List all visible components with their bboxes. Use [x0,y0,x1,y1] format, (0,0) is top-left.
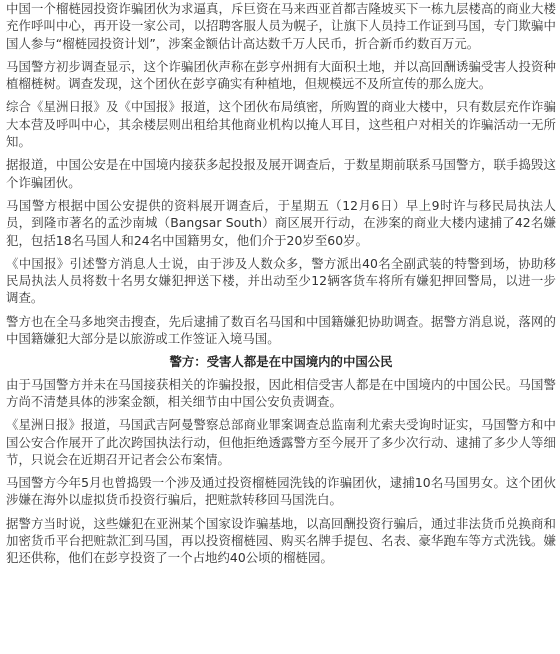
article-paragraph-2: 马国警方初步调查显示，这个诈骗团伙声称在彭亨州拥有大面积土地，并以高回酬诱骗受害人投资种植榴梿树。调查发现，这个团伙在彭亨确实有种植地，但规模远不及所宣传的那么庞大。 [6,58,556,92]
article-paragraph-3: 综合《星洲日报》及《中国报》报道，这个团伙布局缜密，所购置的商业大楼中，只有数层充作诈骗大本营及呼叫中心，其余楼层则出租给其他商业机构以掩人耳目，这些租户对相关的诈骗活动一无所知。 [6,99,556,150]
article-paragraph-5: 马国警方根据中国公安提供的资料展开调查后，于星期五（12月6日）早上9时许与移民局执法人员，到隆市著名的孟沙南城（Bangsar South）商区展开行动，在涉案的商业大楼内逮捕了42名嫌犯，包括18名马国人和24名中国籍男女，他们介于20岁至60岁。 [6,197,556,248]
article-paragraph-8: 由于马国警方并未在马国接获相关的诈骗投报，因此相信受害人都是在中国境内的中国公民。马国警方尚不清楚具体的涉案金额，相关细节由中国公安负责调查。 [6,376,556,409]
article-paragraph-11: 据警方当时说，这些嫌犯在亚洲某个国家设诈骗基地，以高回酬投资行骗后，通过非法货币兑换商和加密货币平台把赃款汇到马国，再以投资榴梿园、购买名牌手提包、名表、豪华跑车等方式洗钱。嫌犯还供称，他们在彭亨投资了一个占地约40公顷的榴梿园。 [6,515,556,566]
article-subheading: 警方：受害人都是在中国境内的中国公民 [169,354,393,370]
article-paragraph-6: 《中国报》引述警方消息人士说，由于涉及人数众多，警方派出40名全副武装的特警到场，协助移民局执法人员将数十名男女嫌犯押送下楼，并出动至少12辆客货车将所有嫌犯押回警局，以进一步调查。 [6,255,556,306]
article-paragraph-7: 警方也在全马多地突击搜查，先后逮捕了数百名马国和中国籍嫌犯协助调查。据警方消息说，落网的中国籍嫌犯大部分是以旅游或工作签证入境马国。 [6,313,556,347]
article-paragraph-1: 中国一个榴梿园投资诈骗团伙为求逼真，斥巨资在马来西亚首都吉隆坡买下一栋九层楼高的商业大楼充作呼叫中心，再开设一家公司，以招聘客服人员为幌子，让旗下人员持工作证到马国，专门欺骗中国人参与“榴梿园投资计划”，涉案金额估计高达数千万人民币，折合新币约数百万元。 [6,1,556,51]
article-paragraph-4: 据报道，中国公安是在中国境内接获多起投报及展开调查后，于数星期前联系马国警方，联手捣毁这个诈骗团伙。 [6,157,556,190]
article-paragraph-9: 《星洲日报》报道，马国武吉阿曼警察总部商业罪案调查总监南利尤索夫受询时证实，马国警方和中国公安合作展开了此次跨国执法行动，但他拒绝透露警方至今展开了多少次行动、逮捕了多少人等细节，只说会在近期召开记者会公布案情。 [6,417,556,467]
article-paragraph-10: 马国警方今年5月也曾捣毁一个涉及通过投资榴梿园洗钱的诈骗团伙，逮捕10名马国男女。这个团伙涉嫌在海外以虚拟货币投资行骗后，把赃款转移回马国洗白。 [6,475,556,508]
